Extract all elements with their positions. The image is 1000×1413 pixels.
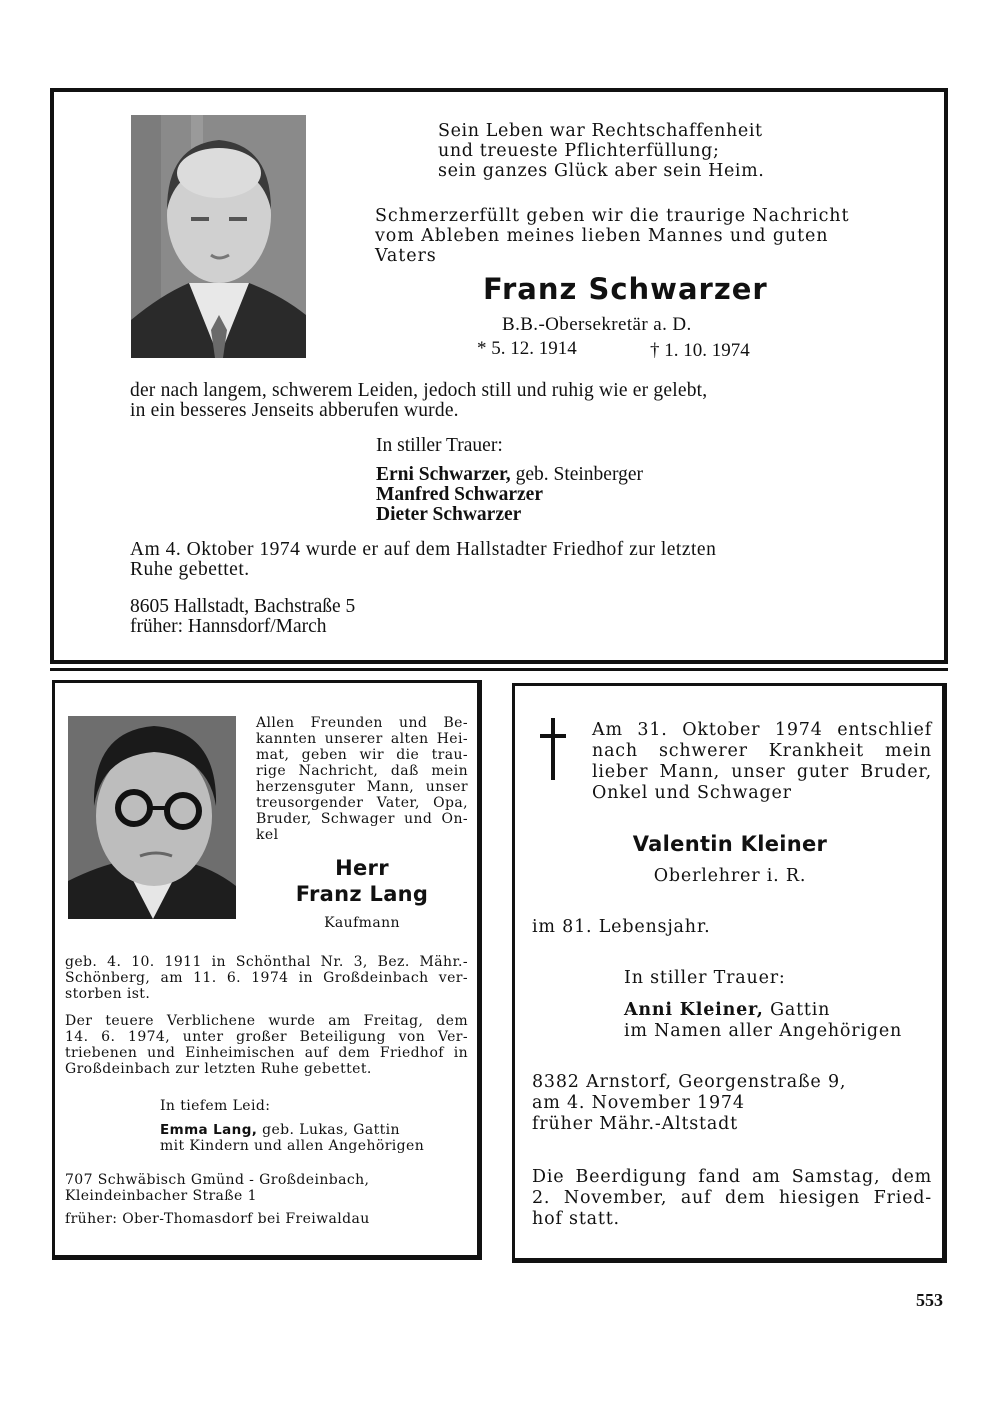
honorific: Herr [335,856,389,880]
funeral-line: 2. November, auf dem hiesigen Fried- [532,1188,932,1208]
mourner [376,485,643,505]
intro-line: kel [256,827,279,843]
deceased-name: Franz Schwarzer [483,272,768,306]
mourner [624,1000,902,1021]
mourner-suffix: Gattin [763,1000,831,1020]
intro-line: nach schwerer Krankheit mein [592,741,932,761]
mourner-name: Emma Lang, [160,1122,258,1138]
death-date: † 1. 10. 1974 [650,340,750,361]
intro-line: Allen Freunden und Be- [256,715,468,731]
intro-text [256,715,468,843]
cross-vertical [551,718,555,780]
intro-line: Schmerzerfüllt geben wir die traurige Nachricht [375,206,850,226]
mourner [376,505,643,525]
details-line: geb. 4. 10. 1911 in Schönthal Nr. 3, Bez. Mähr.- [65,954,468,970]
intro-text [375,206,875,266]
mourner-line: mit Kindern und allen Angehörigen [160,1138,425,1154]
mourning-label: In stiller Trauer: [376,435,503,456]
address-line: 8605 Hallstadt, Bachstraße 5 [130,596,356,617]
funeral-line: hof statt. [532,1209,620,1229]
details-text [65,954,468,1002]
intro-line: Vaters [375,246,437,266]
mourner-suffix: geb. Lukas, Gattin [257,1122,400,1138]
mourner-name: Manfred Schwarzer [376,484,543,505]
intro-line: Bruder, Schwager und On- [256,811,468,827]
funeral-text [532,1167,932,1230]
mourner-name: Erni Schwarzer, [376,464,511,485]
mourner-line: im Namen aller Angehörigen [624,1021,903,1041]
cross-horizontal [540,734,566,738]
portrait-man-glasses-icon [68,716,236,919]
address-line: 707 Schwäbisch Gmünd - Großdeinbach, [65,1172,370,1188]
deceased-name: Valentin Kleiner [632,832,828,856]
burial-text [130,540,880,580]
cross-icon [540,718,566,780]
deceased-title: Oberlehrer i. R. [653,866,807,886]
details-line: Schönberg, am 11. 6. 1974 in Großdeinbach ver- [65,970,468,986]
mourner [376,465,643,485]
intro-line: mat, geben wir die trau- [256,747,468,763]
deceased-occupation: Kaufmann [324,915,400,931]
mourners [160,1122,424,1154]
intro-line: lieber Mann, unser guter Bruder, [592,762,932,782]
burial-line: triebenen und Einheimischen auf dem Friedhof in [65,1045,468,1061]
address [532,1072,846,1135]
mourning-label: In tiefem Leid: [160,1098,271,1114]
mourners [624,1000,902,1042]
intro-line: Am 31. Oktober 1974 entschlief [592,720,932,740]
birth-date: * 5. 12. 1914 [477,338,577,359]
former-residence: früher: Ober-Thomasdorf bei Freiwaldau [65,1211,370,1227]
portrait-man-icon [131,115,306,358]
address-line: Kleindeinbacher Straße 1 [65,1188,257,1204]
burial-line: 14. 6. 1974, unter großer Beteiligung von Ver- [65,1029,468,1045]
address [65,1172,369,1204]
address-line: früher Mähr.-Altstadt [532,1114,738,1134]
page-number: 553 [916,1290,943,1310]
address-line: 8382 Arnstorf, Georgenstraße 9, [532,1072,847,1092]
intro-line: herzensguter Mann, unser [256,779,468,795]
deceased-title: B.B.-Obersekretär a. D. [502,314,692,335]
burial-line: Großdeinbach zur letzten Ruhe gebettet. [65,1061,372,1077]
burial-line: Der teuere Verblichene wurde am Freitag, dem [65,1013,468,1029]
deceased-name: Franz Lang [295,882,429,906]
mourning-label: In stiller Trauer: [624,968,786,988]
address-line: früher: Hannsdorf/March [130,616,327,637]
mourner [160,1122,424,1138]
intro-line: rige Nachricht, daß mein [256,763,468,779]
mourners-list [376,465,643,525]
intro-line: vom Ableben meines lieben Mannes und guten [375,226,829,246]
body-line: in ein besseres Jenseits abberufen wurde. [130,400,459,421]
burial-line: Ruhe gebettet. [130,559,250,580]
motto-line: Sein Leben war Rechtschaffenheit [438,121,763,141]
mourner-suffix: geb. Steinberger [510,464,643,485]
age-text: im 81. Lebensjahr. [532,917,711,937]
intro-line: Onkel und Schwager [592,783,792,803]
motto-line: und treueste Pflichterfüllung; [438,141,720,161]
motto [438,121,764,181]
body-line: der nach langem, schwerem Leiden, jedoch still und ruhig wie er gelebt, [130,380,708,401]
body-text [130,381,880,421]
motto-line: sein ganzes Glück aber sein Heim. [438,161,765,181]
frame-divider-line [50,668,948,671]
details-line: storben ist. [65,986,151,1002]
mourner-name: Anni Kleiner, [624,1000,764,1020]
portrait-photo-franz-lang [68,716,236,919]
funeral-line: Die Beerdigung fand am Samstag, dem [532,1167,932,1187]
intro-line: kannten unserer alten Hei- [256,731,468,747]
mourner-name: Dieter Schwarzer [376,504,522,525]
intro-line: treusorgender Vater, Opa, [256,795,468,811]
intro-text [592,720,932,804]
portrait-photo-franz-schwarzer [131,115,306,358]
burial-text [65,1013,468,1077]
burial-line: Am 4. Oktober 1974 wurde er auf dem Hallstadter Friedhof zur letzten [130,539,717,560]
address [130,597,355,637]
address-line: am 4. November 1974 [532,1093,745,1113]
